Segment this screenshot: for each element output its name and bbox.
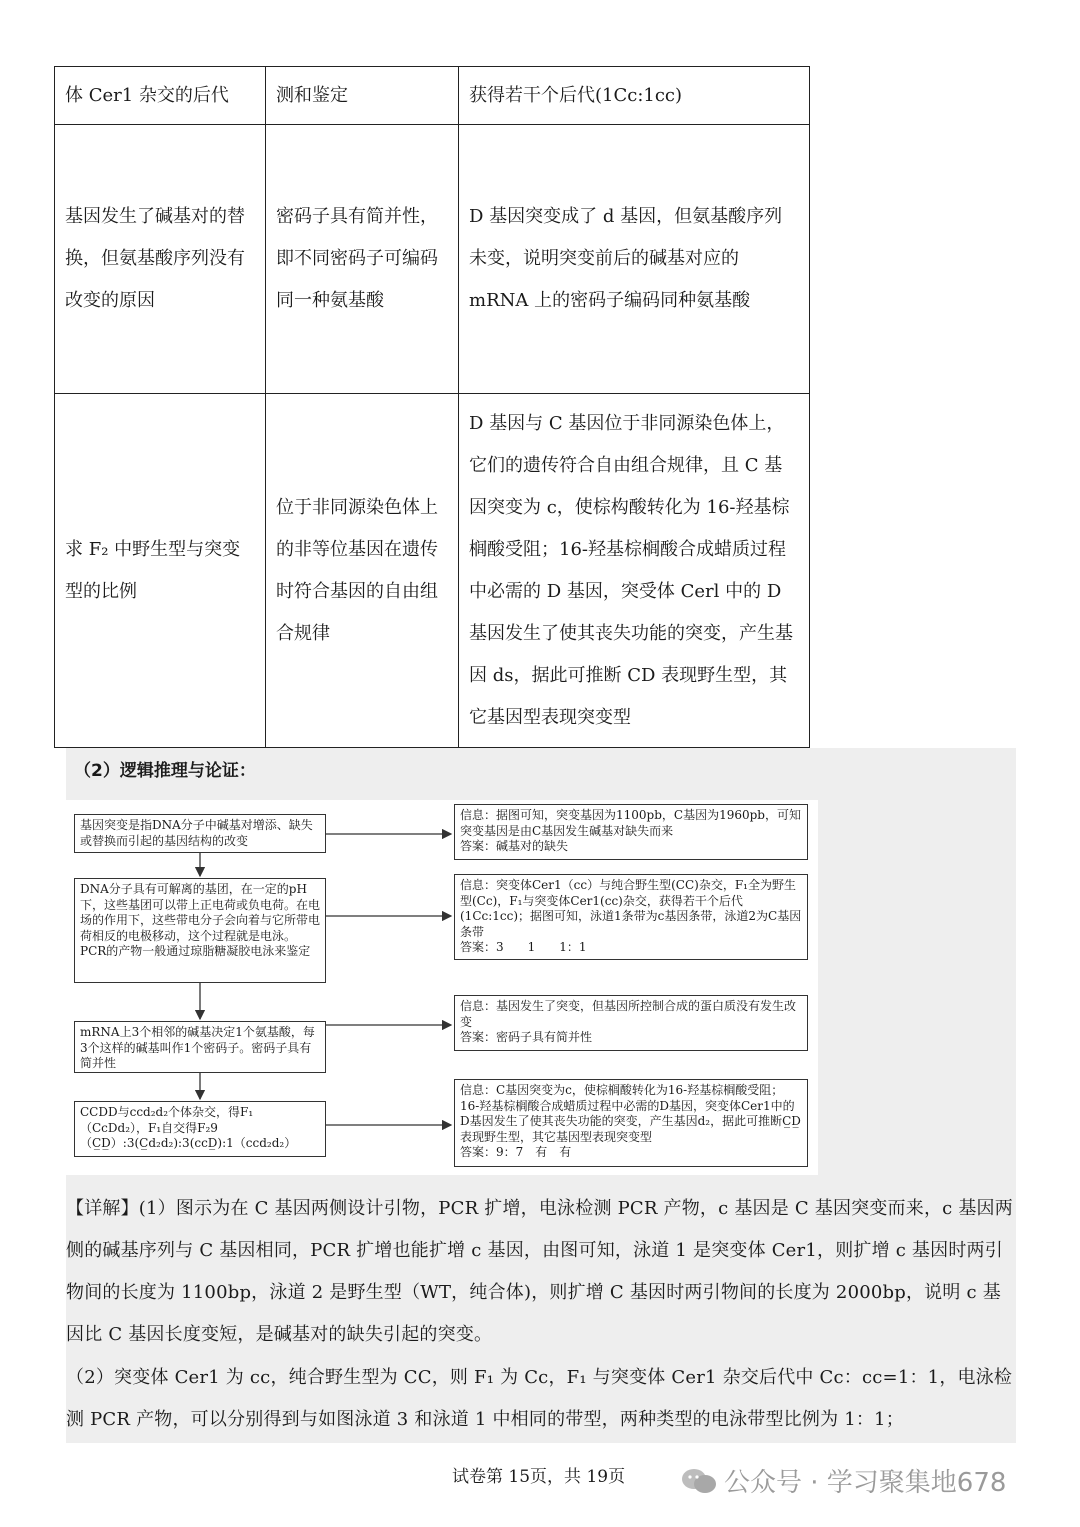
table-cell: D 基因突变成了 d 基因，但氨基酸序列未变，说明突变前后的碱基对应的 mRNA 上的密码子编码同种氨基酸	[459, 125, 810, 394]
info-text: 信息：据图可知，突变基因为1100pb，C基因为1960pb，可知突变基因是由C基因发生碱基对缺失而来	[460, 808, 801, 838]
table-cell: 密码子具有简并性，即不同密码子可编码同一种氨基酸	[266, 125, 459, 394]
page-footer: 试卷第 15页，共 19页	[452, 1467, 626, 1487]
answer-text: 答案：3 1 1：1	[460, 940, 587, 954]
wechat-icon	[680, 1466, 718, 1496]
table-cell: 求 F₂ 中野生型与突变型的比例	[55, 394, 266, 748]
flow-left-box: CCDD与ccd₂d₂个体杂交，得F₁（CcDd₂），F₁自交得F₂9（C̲D̲）:3(C̲d₂d₂):3(ccD̲):1（ccd₂d₂）	[74, 1101, 326, 1157]
answer-text: 答案：密码子具有简并性	[460, 1030, 593, 1044]
flow-left-box: 基因突变是指DNA分子中碱基对增添、缺失或替换而引起的基因结构的改变	[74, 814, 326, 853]
table-cell: 获得若干个后代(1Cc:1cc)	[459, 67, 810, 125]
flow-right-box	[454, 995, 808, 1051]
flow-left-box: mRNA上3个相邻的碱基决定1个氨基酸，每3个这样的碱基叫作1个密码子。密码子具有简并性	[74, 1021, 326, 1073]
watermark	[680, 1462, 1006, 1499]
section-title: （2）逻辑推理与论证：	[74, 761, 256, 781]
info-text: 信息：C基因突变为c，使棕榈酸转化为16-羟基棕榈酸受阻；16-羟基棕榈酸合成蜡质过程中必需的D基因，突变体Cer1中的D基因发生了使其丧失功能的突变，产生基因d₂，据此可推断C̲D̲表现野生型，其它基因型表现突变型	[460, 1083, 801, 1144]
table-cell: 测和鉴定	[266, 67, 459, 125]
detail-paragraph-1: 【详解】(1）图示为在 C 基因两侧设计引物，PCR 扩增，电泳检测 PCR 产物，c 基因是 C 基因突变而来，c 基因两侧的碱基序列与 C 基因相同，PCR 扩增也能扩增 c 基因，由图可知，泳道 1 是突变体 Cer1，则扩增 c 基因时两引物间的长度为 1100bp，泳道 2 是野生型（WT，纯合体)，则扩增 C 基因时两引物间的长度为 2000bp，说明 c 基因比 C 基因长度变短，是碱基对的缺失引起的突变。	[66, 1198, 1013, 1345]
table-cell: 体 Cer1 杂交的后代	[55, 67, 266, 125]
flow-right-box	[454, 1079, 808, 1167]
watermark-text: 公众号 · 学习聚集地678	[724, 1468, 1007, 1498]
flow-left-box: DNA分子具有可解离的基团，在一定的pH下，这些基团可以带上正电荷或负电荷。在电场的作用下，这些带电分子会向着与它所带电荷相反的电极移动，这个过程就是电泳。PCR的产物一般通过琼脂糖凝胶电泳来鉴定	[74, 878, 326, 983]
answer-text: 答案：碱基对的缺失	[460, 839, 569, 853]
answer-text: 答案：9：7 有 有	[460, 1145, 572, 1159]
flow-right-box	[454, 804, 808, 860]
flowchart	[66, 800, 818, 1175]
info-text: 信息：突变体Cer1（cc）与纯合野生型(CC)杂交，F₁全为野生型(Cc)，F₁与突变体Cer1(cc)杂交，获得若干个后代(1Cc:1cc)；据图可知，泳道1条带为c基因条带，泳道2为C基因条带	[460, 878, 802, 939]
table-cell: 位于非同源染色体上的非等位基因在遗传时符合基因的自由组合规律	[266, 394, 459, 748]
detail-paragraph-2: （2）突变体 Cer1 为 cc，纯合野生型为 CC，则 F₁ 为 Cc，F₁ 与突变体 Cer1 杂交后代中 Cc：cc=1：1，电泳检测 PCR 产物，可以分别得到与如图泳道 3 和泳道 1 中相同的带型，两种类型的电泳带型比例为 1：1；	[66, 1367, 1013, 1430]
flow-right-box	[454, 874, 808, 960]
table-cell: 基因发生了碱基对的替换，但氨基酸序列没有改变的原因	[55, 125, 266, 394]
info-text: 信息：基因发生了突变，但基因所控制合成的蛋白质没有发生改变	[460, 999, 797, 1029]
answer-table	[54, 66, 810, 748]
table-cell: D 基因与 C 基因位于非同源染色体上，它们的遗传符合自由组合规律，且 C 基因突变为 c，使棕构酸转化为 16-羟基棕榈酸受阻；16-羟基棕榈酸合成蜡质过程中必需的 D 基因，突受体 Cerl 中的 D 基因发生了使其丧失功能的突变，产生基因 ds，据此可推断 CD 表现野生型，其它基因型表现突变型	[459, 394, 810, 748]
